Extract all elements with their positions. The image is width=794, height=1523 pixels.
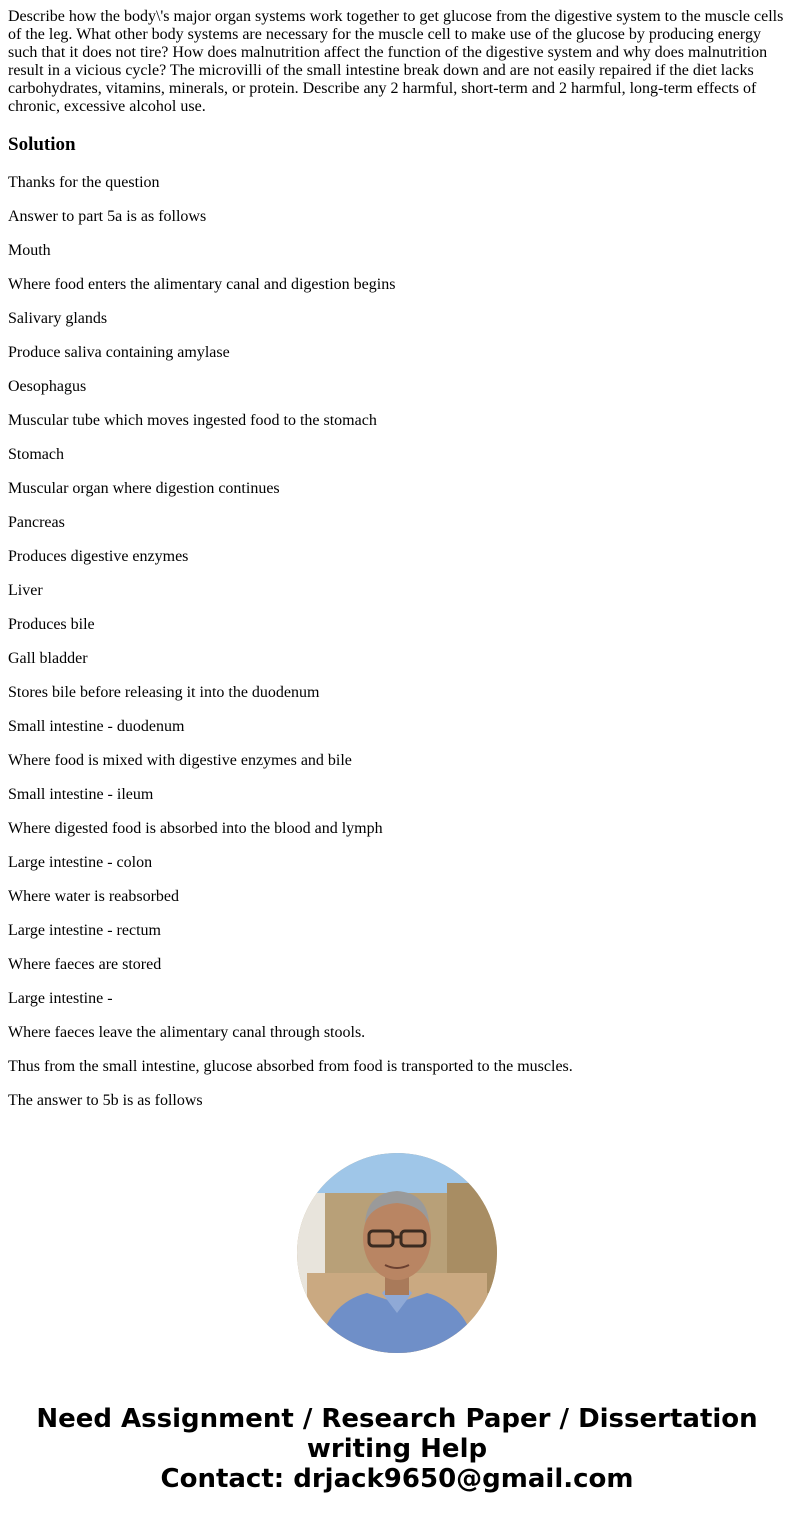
- promo-line-2: writing Help: [306, 1434, 488, 1464]
- solution-paragraph: Thus from the small intestine, glucose absorbed from food is transported to the muscles.: [8, 1058, 573, 1075]
- solution-paragraph: Oesophagus: [8, 378, 87, 395]
- promo-line-1: Need Assignment / Research Paper / Dissertation: [36, 1404, 758, 1434]
- solution-paragraph: Answer to part 5a is as follows: [8, 208, 207, 225]
- solution-paragraph: Small intestine - ileum: [8, 786, 154, 803]
- solution-paragraph: Muscular tube which moves ingested food to the stomach: [8, 412, 377, 429]
- promo-banner: [0, 1404, 794, 1494]
- promo-contact-line: Contact: drjack9650@gmail.com: [160, 1464, 634, 1494]
- solution-paragraph: Large intestine - colon: [8, 854, 153, 871]
- solution-paragraph: Large intestine -: [8, 990, 113, 1007]
- solution-paragraph: Produces digestive enzymes: [8, 548, 189, 565]
- solution-paragraph: Gall bladder: [8, 650, 88, 667]
- solution-paragraph: Where faeces are stored: [8, 956, 162, 973]
- author-avatar: [297, 1153, 497, 1353]
- question-text: Describe how the body\'s major organ systems work together to get glucose from the digestive system to the muscle cells of the leg. What other body systems are necessary for the muscle cell to make use of the glucose by producing energy such that it does not tire? How does malnutrition affect the function of the digestive system and why does malnutrition result in a vicious cycle? The microvilli of the small intestine break down and are not easily repaired if the diet lacks carbohydrates, vitamins, minerals, or protein. Describe any 2 harmful, short-term and 2 harmful, long-term effects of chronic, excessive alcohol use.: [8, 8, 784, 115]
- solution-paragraph: Where digested food is absorbed into the blood and lymph: [8, 820, 383, 837]
- solution-paragraph: Thanks for the question: [8, 174, 160, 191]
- solution-paragraph: Produce saliva containing amylase: [8, 344, 230, 361]
- solution-paragraph: Muscular organ where digestion continues: [8, 480, 280, 497]
- solution-paragraph: The answer to 5b is as follows: [8, 1092, 203, 1109]
- solution-paragraph: Where water is reabsorbed: [8, 888, 180, 905]
- solution-paragraph: Produces bile: [8, 616, 95, 633]
- solution-paragraph: Stomach: [8, 446, 64, 463]
- solution-paragraph: Liver: [8, 582, 43, 599]
- solution-heading: Solution: [8, 134, 76, 155]
- solution-paragraph: Where faeces leave the alimentary canal through stools.: [8, 1024, 366, 1041]
- solution-paragraphs: [8, 174, 786, 1110]
- solution-paragraph: Where food enters the alimentary canal and digestion begins: [8, 276, 396, 293]
- solution-paragraph: Small intestine - duodenum: [8, 718, 185, 735]
- solution-paragraph: Mouth: [8, 242, 51, 259]
- solution-paragraph: Salivary glands: [8, 310, 108, 327]
- person-photo-icon: [297, 1153, 497, 1353]
- solution-paragraph: Where food is mixed with digestive enzymes and bile: [8, 752, 352, 769]
- solution-paragraph: Stores bile before releasing it into the duodenum: [8, 684, 320, 701]
- solution-paragraph: Pancreas: [8, 514, 65, 531]
- solution-paragraph: Large intestine - rectum: [8, 922, 161, 939]
